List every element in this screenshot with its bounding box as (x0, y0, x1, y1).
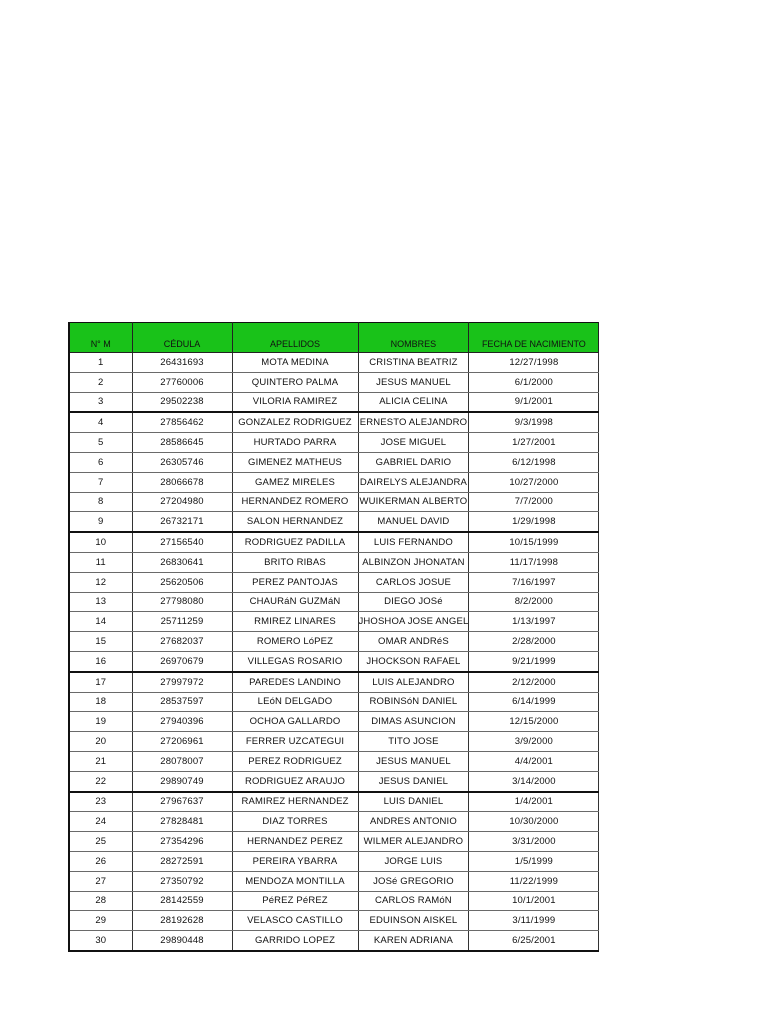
row-fecha: 3/31/2000 (469, 832, 599, 852)
row-apellidos: GAMEZ MIRELES (232, 472, 358, 492)
row-number: 24 (69, 812, 132, 832)
row-number: 8 (69, 492, 132, 512)
table-row (69, 592, 599, 612)
row-cedula: 27798080 (132, 592, 232, 612)
row-fecha: 12/27/1998 (469, 353, 599, 373)
table-row (69, 472, 599, 492)
row-number: 2 (69, 372, 132, 392)
row-number: 17 (69, 672, 132, 692)
table-body (69, 353, 599, 951)
row-nombres: TITO JOSE (358, 732, 469, 752)
row-cedula: 27156540 (132, 532, 232, 552)
table-row (69, 632, 599, 652)
row-fecha: 2/12/2000 (469, 672, 599, 692)
row-fecha: 4/4/2001 (469, 751, 599, 771)
row-number: 25 (69, 832, 132, 852)
table-row (69, 812, 599, 832)
row-fecha: 6/25/2001 (469, 931, 599, 951)
row-number: 13 (69, 592, 132, 612)
row-cedula: 28078007 (132, 751, 232, 771)
row-apellidos: GIMENEZ MATHEUS (232, 452, 358, 472)
row-fecha: 2/28/2000 (469, 632, 599, 652)
row-cedula: 27997972 (132, 672, 232, 692)
row-number: 10 (69, 532, 132, 552)
table-row (69, 353, 599, 373)
row-fecha: 10/15/1999 (469, 532, 599, 552)
row-nombres: DAIRELYS ALEJANDRA (358, 472, 469, 492)
row-number: 12 (69, 572, 132, 592)
header-numero: N° M (69, 323, 132, 353)
row-number: 5 (69, 433, 132, 453)
row-nombres: JORGE LUIS (358, 851, 469, 871)
row-nombres: ROBINSóN DANIEL (358, 692, 469, 712)
row-fecha: 12/15/2000 (469, 712, 599, 732)
table-row (69, 651, 599, 671)
row-apellidos: RODRIGUEZ ARAUJO (232, 771, 358, 791)
row-apellidos: MENDOZA MONTILLA (232, 871, 358, 891)
header-cedula: CÉDULA (132, 323, 232, 353)
table-row (69, 851, 599, 871)
row-cedula: 29890448 (132, 931, 232, 951)
row-fecha: 10/27/2000 (469, 472, 599, 492)
table-row (69, 532, 599, 552)
table-row (69, 572, 599, 592)
row-cedula: 27204980 (132, 492, 232, 512)
row-cedula: 27350792 (132, 871, 232, 891)
row-fecha: 11/22/1999 (469, 871, 599, 891)
row-nombres: WUIKERMAN ALBERTO (358, 492, 469, 512)
row-nombres: JESUS MANUEL (358, 751, 469, 771)
row-apellidos: FERRER UZCATEGUI (232, 732, 358, 752)
row-nombres: JHOCKSON RAFAEL (358, 651, 469, 671)
row-nombres: GABRIEL DARIO (358, 452, 469, 472)
row-number: 15 (69, 632, 132, 652)
row-cedula: 27940396 (132, 712, 232, 732)
row-fecha: 10/1/2001 (469, 891, 599, 911)
row-cedula: 28586645 (132, 433, 232, 453)
row-fecha: 9/1/2001 (469, 392, 599, 412)
row-fecha: 1/29/1998 (469, 512, 599, 532)
table-row (69, 433, 599, 453)
row-nombres: LUIS ALEJANDRO (358, 672, 469, 692)
row-number: 18 (69, 692, 132, 712)
row-number: 7 (69, 472, 132, 492)
row-fecha: 6/12/1998 (469, 452, 599, 472)
row-fecha: 9/21/1999 (469, 651, 599, 671)
row-fecha: 6/14/1999 (469, 692, 599, 712)
header-apellidos: APELLIDOS (232, 323, 358, 353)
table-header-row (69, 323, 599, 353)
row-number: 6 (69, 452, 132, 472)
row-apellidos: BRITO RIBAS (232, 552, 358, 572)
table-row (69, 392, 599, 412)
row-nombres: MANUEL DAVID (358, 512, 469, 532)
row-number: 30 (69, 931, 132, 951)
row-cedula: 26305746 (132, 452, 232, 472)
row-nombres: WILMER ALEJANDRO (358, 832, 469, 852)
row-nombres: EDUINSON AISKEL (358, 911, 469, 931)
table-row (69, 512, 599, 532)
table-row (69, 871, 599, 891)
header-fecha-nacimiento: FECHA DE NACIMIENTO (469, 323, 599, 353)
row-apellidos: ROMERO LóPEZ (232, 632, 358, 652)
row-fecha: 8/2/2000 (469, 592, 599, 612)
row-number: 27 (69, 871, 132, 891)
row-nombres: JOSE MIGUEL (358, 433, 469, 453)
row-number: 4 (69, 412, 132, 432)
row-apellidos: GARRIDO LOPEZ (232, 931, 358, 951)
row-nombres: JHOSHOA JOSE ANGEL (358, 612, 469, 632)
row-apellidos: PAREDES LANDINO (232, 672, 358, 692)
row-number: 28 (69, 891, 132, 911)
row-apellidos: LEóN DELGADO (232, 692, 358, 712)
row-apellidos: RMIREZ LINARES (232, 612, 358, 632)
table-row (69, 552, 599, 572)
row-cedula: 27354296 (132, 832, 232, 852)
row-nombres: LUIS FERNANDO (358, 532, 469, 552)
row-fecha: 3/9/2000 (469, 732, 599, 752)
row-cedula: 26732171 (132, 512, 232, 532)
row-number: 1 (69, 353, 132, 373)
table-row (69, 452, 599, 472)
row-nombres: DIMAS ASUNCION (358, 712, 469, 732)
row-cedula: 26830641 (132, 552, 232, 572)
row-number: 23 (69, 792, 132, 812)
row-cedula: 27856462 (132, 412, 232, 432)
row-apellidos: QUINTERO PALMA (232, 372, 358, 392)
table-row (69, 492, 599, 512)
row-apellidos: CHAURáN GUZMáN (232, 592, 358, 612)
row-apellidos: OCHOA GALLARDO (232, 712, 358, 732)
row-cedula: 28142559 (132, 891, 232, 911)
row-cedula: 29890749 (132, 771, 232, 791)
row-cedula: 25711259 (132, 612, 232, 632)
row-fecha: 3/14/2000 (469, 771, 599, 791)
row-number: 11 (69, 552, 132, 572)
table-row (69, 931, 599, 951)
row-number: 26 (69, 851, 132, 871)
row-cedula: 26970679 (132, 651, 232, 671)
table-row (69, 771, 599, 791)
row-nombres: KAREN ADRIANA (358, 931, 469, 951)
row-apellidos: PéREZ PéREZ (232, 891, 358, 911)
row-nombres: JESUS DANIEL (358, 771, 469, 791)
table-row (69, 911, 599, 931)
row-fecha: 7/16/1997 (469, 572, 599, 592)
row-number: 29 (69, 911, 132, 931)
row-nombres: LUIS DANIEL (358, 792, 469, 812)
row-cedula: 27828481 (132, 812, 232, 832)
table-row (69, 832, 599, 852)
row-cedula: 27760006 (132, 372, 232, 392)
row-apellidos: PEREZ RODRIGUEZ (232, 751, 358, 771)
row-fecha: 11/17/1998 (469, 552, 599, 572)
table-row (69, 732, 599, 752)
row-apellidos: SALON HERNANDEZ (232, 512, 358, 532)
row-nombres: JOSé GREGORIO (358, 871, 469, 891)
row-apellidos: HURTADO PARRA (232, 433, 358, 453)
row-nombres: ANDRES ANTONIO (358, 812, 469, 832)
row-cedula: 28066678 (132, 472, 232, 492)
row-apellidos: VILLEGAS ROSARIO (232, 651, 358, 671)
row-apellidos: RODRIGUEZ PADILLA (232, 532, 358, 552)
table-row (69, 751, 599, 771)
row-number: 20 (69, 732, 132, 752)
row-number: 14 (69, 612, 132, 632)
row-fecha: 1/4/2001 (469, 792, 599, 812)
row-number: 9 (69, 512, 132, 532)
row-apellidos: DIAZ TORRES (232, 812, 358, 832)
row-nombres: ALBINZON JHONATAN (358, 552, 469, 572)
row-fecha: 10/30/2000 (469, 812, 599, 832)
row-cedula: 27967637 (132, 792, 232, 812)
table-row (69, 792, 599, 812)
row-fecha: 9/3/1998 (469, 412, 599, 432)
row-apellidos: GONZALEZ RODRIGUEZ (232, 412, 358, 432)
row-apellidos: PEREZ PANTOJAS (232, 572, 358, 592)
table-row (69, 891, 599, 911)
row-number: 3 (69, 392, 132, 412)
row-nombres: JESUS MANUEL (358, 372, 469, 392)
row-cedula: 28192628 (132, 911, 232, 931)
row-cedula: 27682037 (132, 632, 232, 652)
row-number: 16 (69, 651, 132, 671)
row-apellidos: PEREIRA YBARRA (232, 851, 358, 871)
row-apellidos: VILORIA RAMIREZ (232, 392, 358, 412)
row-nombres: DIEGO JOSé (358, 592, 469, 612)
header-nombres: NOMBRES (358, 323, 469, 353)
student-table (68, 322, 599, 952)
row-apellidos: HERNANDEZ ROMERO (232, 492, 358, 512)
row-cedula: 27206961 (132, 732, 232, 752)
row-number: 21 (69, 751, 132, 771)
row-cedula: 26431693 (132, 353, 232, 373)
table-row (69, 412, 599, 432)
row-apellidos: HERNANDEZ PEREZ (232, 832, 358, 852)
row-nombres: OMAR ANDRéS (358, 632, 469, 652)
table-row (69, 612, 599, 632)
row-nombres: CRISTINA BEATRIZ (358, 353, 469, 373)
row-apellidos: MOTA MEDINA (232, 353, 358, 373)
table-row (69, 712, 599, 732)
row-fecha: 1/5/1999 (469, 851, 599, 871)
table-row (69, 692, 599, 712)
row-cedula: 28537597 (132, 692, 232, 712)
row-number: 22 (69, 771, 132, 791)
row-apellidos: RAMIREZ HERNANDEZ (232, 792, 358, 812)
row-cedula: 29502238 (132, 392, 232, 412)
row-nombres: CARLOS JOSUE (358, 572, 469, 592)
row-nombres: ERNESTO ALEJANDRO (358, 412, 469, 432)
table-row (69, 372, 599, 392)
row-nombres: ALICIA CELINA (358, 392, 469, 412)
row-number: 19 (69, 712, 132, 732)
row-fecha: 1/27/2001 (469, 433, 599, 453)
row-nombres: CARLOS RAMóN (358, 891, 469, 911)
row-fecha: 1/13/1997 (469, 612, 599, 632)
row-fecha: 3/11/1999 (469, 911, 599, 931)
row-apellidos: VELASCO CASTILLO (232, 911, 358, 931)
row-fecha: 6/1/2000 (469, 372, 599, 392)
row-cedula: 28272591 (132, 851, 232, 871)
row-fecha: 7/7/2000 (469, 492, 599, 512)
row-cedula: 25620506 (132, 572, 232, 592)
table-row (69, 672, 599, 692)
